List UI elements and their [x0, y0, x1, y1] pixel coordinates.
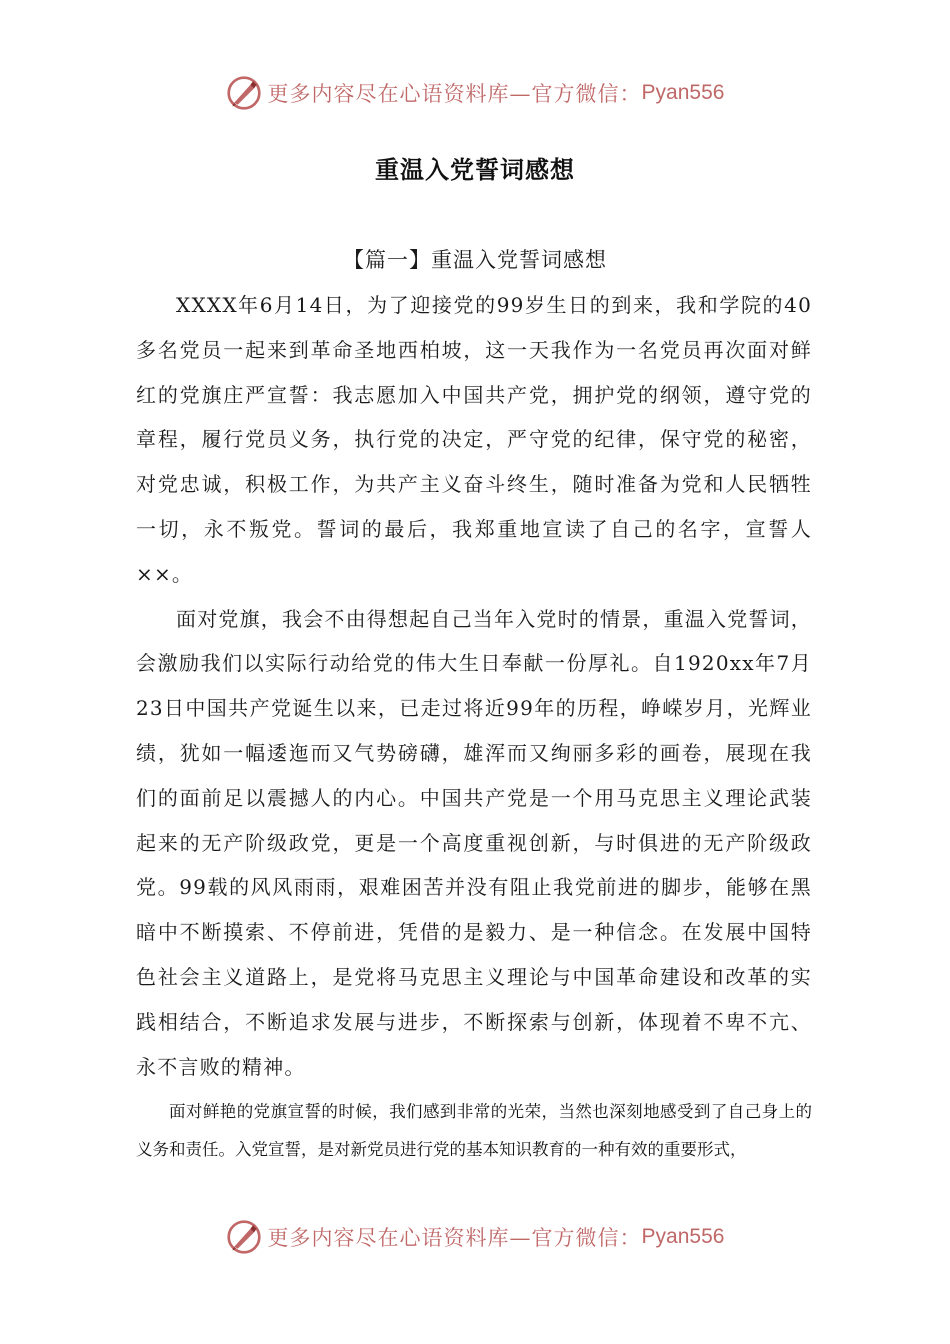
header-banner — [0, 68, 950, 118]
banner-text: 更多内容尽在心语资料库—官方微信： — [267, 82, 642, 106]
banner-wechat-id: Pyan556 — [641, 1225, 725, 1248]
body-paragraph-1: XXXX年6月14日，为了迎接党的99岁生日的到来，我和学院的40多名党员一起来到革命圣地西柏坡，这一天我作为一名党员再次面对鲜红的党旗庄严宣誓：我志愿加入中国共产党，拥护党的纲领，遵守党的章程，履行党员义务，执行党的决定，严守党的纪律，保守党的秘密，对党忠诚，积极工作，为共产主义奋斗终生，随时准备为党和人民牺牲一切，永不叛党。誓词的最后，我郑重地宣读了自己的名字，宣誓人××。 — [136, 293, 812, 586]
body-paragraph-3: 面对鲜艳的党旗宣誓的时候，我们感到非常的光荣，当然也深刻地感受到了自己身上的义务和责任。入党宣誓，是对新党员进行党的基本知识教育的一种有效的重要形式， — [136, 1103, 812, 1159]
pen-logo-icon — [226, 1219, 262, 1255]
section-title: 【篇一】重温入党誓词感想 — [343, 248, 607, 272]
banner-wechat-id: Pyan556 — [641, 81, 725, 104]
document-body — [136, 283, 812, 1089]
body-paragraph-2: 面对党旗，我会不由得想起自己当年入党时的情景，重温入党誓词，会激励我们以实际行动给党的伟大生日奉献一份厚礼。自1920xx年7月23日中国共产党诞生以来，已走过将近99年的历程，峥嵘岁月，光辉业绩，犹如一幅逶迤而又气势磅礴，雄浑而又绚丽多彩的画卷，展现在我们的面前足以震撼人的内心。中国共产党是一个用马克思主义理论武装起来的无产阶级政党，更是一个高度重视创新，与时俱进的无产阶级政党。99载的风风雨雨，艰难困苦并没有阻止我党前进的脚步，能够在黑暗中不断摸索、不停前进，凭借的是毅力、是一种信念。在发展中国特色社会主义道路上，是党将马克思主义理论与中国革命建设和改革的实践相结合，不断追求发展与进步，不断探索与创新，体现着不卑不亢、永不言败的精神。 — [136, 606, 812, 1079]
banner-text: 更多内容尽在心语资料库—官方微信： — [267, 1226, 642, 1250]
document-title: 重温入党誓词感想 — [375, 155, 575, 184]
footer-banner — [0, 1212, 950, 1262]
pen-logo-icon — [226, 75, 262, 111]
